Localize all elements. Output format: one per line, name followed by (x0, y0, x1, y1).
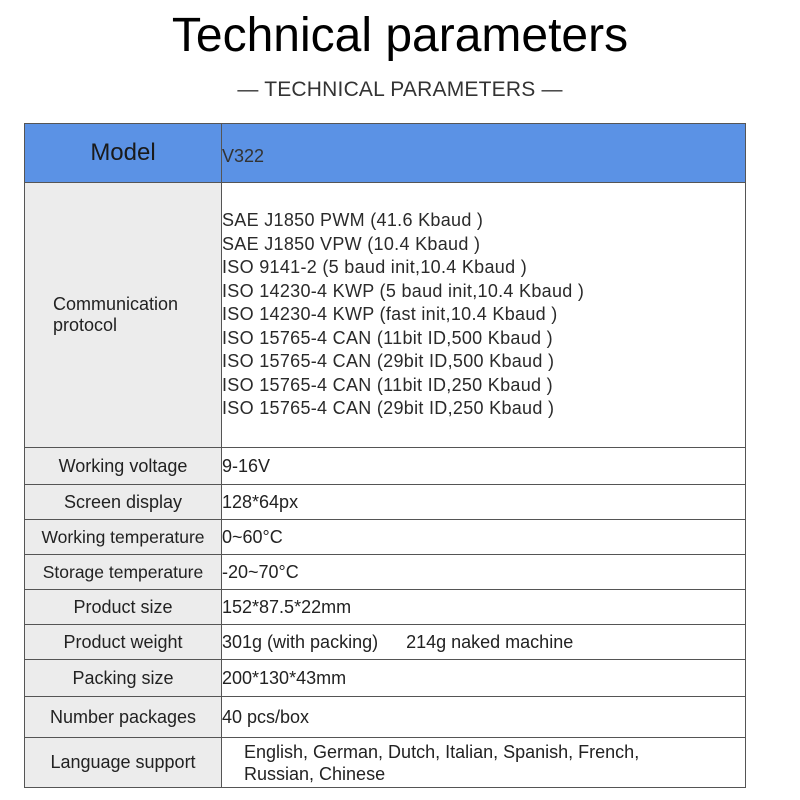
page-title: Technical parameters (171, 9, 629, 62)
number-packages-value: 40 pcs/box (222, 697, 746, 738)
table-header-row (25, 124, 746, 183)
protocol-line: ISO 15765-4 CAN (11bit ID,500 Kbaud ) (222, 327, 553, 348)
protocol-line: ISO 9141-2 (5 baud init,10.4 Kbaud ) (222, 257, 527, 278)
product-size-value: 152*87.5*22mm (222, 590, 746, 625)
language-value (222, 738, 746, 788)
number-packages-label: Number packages (25, 697, 222, 738)
table-row-screen (25, 485, 746, 520)
protocol-line: SAE J1850 PWM (41.6 Kbaud ) (222, 210, 484, 231)
working-temperature-label: Working temperature (25, 520, 222, 555)
screen-label: Screen display (25, 485, 222, 520)
table-row-language (25, 738, 746, 788)
table-row-voltage (25, 448, 746, 485)
language-line: Russian, Chinese (244, 763, 386, 784)
model-value: V322 (222, 124, 746, 183)
storage-temperature-label: Storage temperature (25, 555, 222, 590)
spec-table (24, 123, 746, 788)
weight-naked: 214g naked machine (406, 631, 574, 652)
protocol-line: ISO 14230-4 KWP (fast init,10.4 Kbaud ) (222, 304, 558, 325)
table-row-storage-temperature (25, 555, 746, 590)
table-row-protocol (25, 183, 746, 448)
protocol-line: SAE J1850 VPW (10.4 Kbaud ) (222, 233, 481, 254)
protocol-line: ISO 15765-4 CAN (11bit ID,250 Kbaud ) (222, 374, 553, 395)
packing-size-label: Packing size (25, 660, 222, 697)
weight-with-packing: 301g (with packing) (222, 631, 379, 652)
model-label: Model (25, 124, 222, 183)
packing-size-value: 200*130*43mm (222, 660, 746, 697)
protocol-line: ISO 15765-4 CAN (29bit ID,250 Kbaud ) (222, 398, 555, 419)
protocol-line: ISO 14230-4 KWP (5 baud init,10.4 Kbaud ) (222, 280, 585, 301)
protocol-line: ISO 15765-4 CAN (29bit ID,500 Kbaud ) (222, 351, 555, 372)
product-size-label: Product size (25, 590, 222, 625)
voltage-label: Working voltage (25, 448, 222, 485)
voltage-value: 9-16V (222, 448, 746, 485)
page-subtitle: — TECHNICAL PARAMETERS — (237, 78, 563, 101)
storage-temperature-value: -20~70°C (222, 555, 746, 590)
language-line: English, German, Dutch, Italian, Spanish, French, (244, 741, 640, 762)
table-row-working-temperature (25, 520, 746, 555)
table-row-product-size (25, 590, 746, 625)
language-label: Language support (25, 738, 222, 788)
working-temperature-value: 0~60°C (222, 520, 746, 555)
table-row-packing-size (25, 660, 746, 697)
product-weight-value (222, 625, 746, 660)
protocol-value (222, 183, 746, 448)
table-row-number-packages (25, 697, 746, 738)
product-weight-label: Product weight (25, 625, 222, 660)
screen-value: 128*64px (222, 485, 746, 520)
table-row-product-weight (25, 625, 746, 660)
protocol-label: Communication protocol (25, 183, 222, 448)
